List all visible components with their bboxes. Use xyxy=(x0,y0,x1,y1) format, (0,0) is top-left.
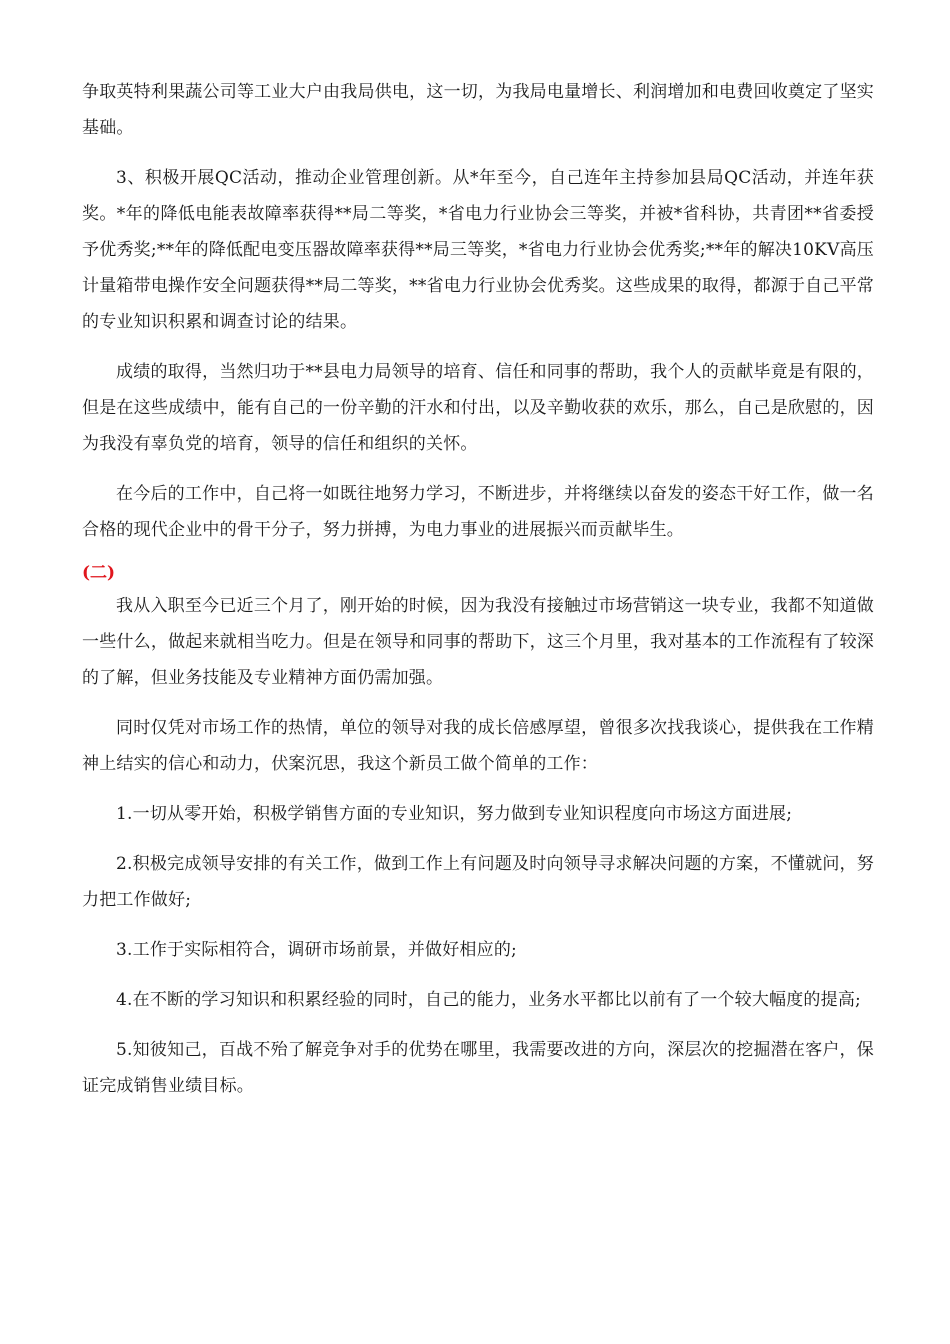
list-item-2: 2.积极完成领导安排的有关工作，做到工作上有问题及时向领导寻求解决问题的方案，不懂就问，努力把工作做好; xyxy=(82,854,874,910)
section-heading-two: (二) xyxy=(82,563,116,583)
list-item-5: 5.知彼知己，百战不殆了解竞争对手的优势在哪里，我需要改进的方向，深层次的挖掘潜在客户，保证完成销售业绩目标。 xyxy=(82,1040,874,1096)
list-item-4: 4.在不断的学习知识和积累经验的同时，自己的能力，业务水平都比以前有了一个较大幅度的提高; xyxy=(116,990,861,1010)
paragraph-achievements: 成绩的取得，当然归功于**县电力局领导的培育、信任和同事的帮助，我个人的贡献毕竟是有限的，但是在这些成绩中，能有自己的一份辛勤的汗水和付出，以及辛勤收获的欢乐，那么，自己是欣慰的，因为我没有辜负党的培育，领导的信任和组织的关怀。 xyxy=(82,362,874,454)
paragraph-onboarding: 我从入职至今已近三个月了，刚开始的时候，因为我没有接触过市场营销这一块专业，我都不知道做一些什么，做起来就相当吃力。但是在领导和同事的帮助下，这三个月里，我对基本的工作流程有了较深的了解，但业务技能及专业精神方面仍需加强。 xyxy=(82,596,874,688)
paragraph-continuation: 争取英特利果蔬公司等工业大户由我局供电，这一切，为我局电量增长、利润增加和电费回收奠定了坚实基础。 xyxy=(82,82,874,138)
document-page xyxy=(82,74,874,1104)
list-item-1: 1.一切从零开始，积极学销售方面的专业知识，努力做到专业知识程度向市场这方面进展; xyxy=(116,804,793,824)
paragraph-qc-activity: 3、积极开展QC活动，推动企业管理创新。从*年至今，自己连年主持参加县局QC活动，并连年获奖。*年的降低电能表故障率获得**局二等奖，*省电力行业协会三等奖，并被*省科协，共青团**省委授予优秀奖;**年的降低配电变压器故障率获得**局三等奖，*省电力行业协会优秀奖;**年的解决10KV高压计量箱带电操作安全问题获得**局二等奖，**省电力行业协会优秀奖。这些成果的取得，都源于自己平常的专业知识积累和调查讨论的结果。 xyxy=(82,168,874,332)
list-item-3: 3.工作于实际相符合，调研市场前景，并做好相应的; xyxy=(116,940,517,960)
paragraph-leadership-support: 同时仅凭对市场工作的热情，单位的领导对我的成长倍感厚望，曾很多次找我谈心，提供我在工作精神上结实的信心和动力，伏案沉思，我这个新员工做个简单的工作： xyxy=(82,718,874,774)
paragraph-future-work: 在今后的工作中，自己将一如既往地努力学习，不断进步，并将继续以奋发的姿态干好工作，做一名合格的现代企业中的骨干分子，努力拼搏，为电力事业的进展振兴而贡献毕生。 xyxy=(82,484,874,540)
